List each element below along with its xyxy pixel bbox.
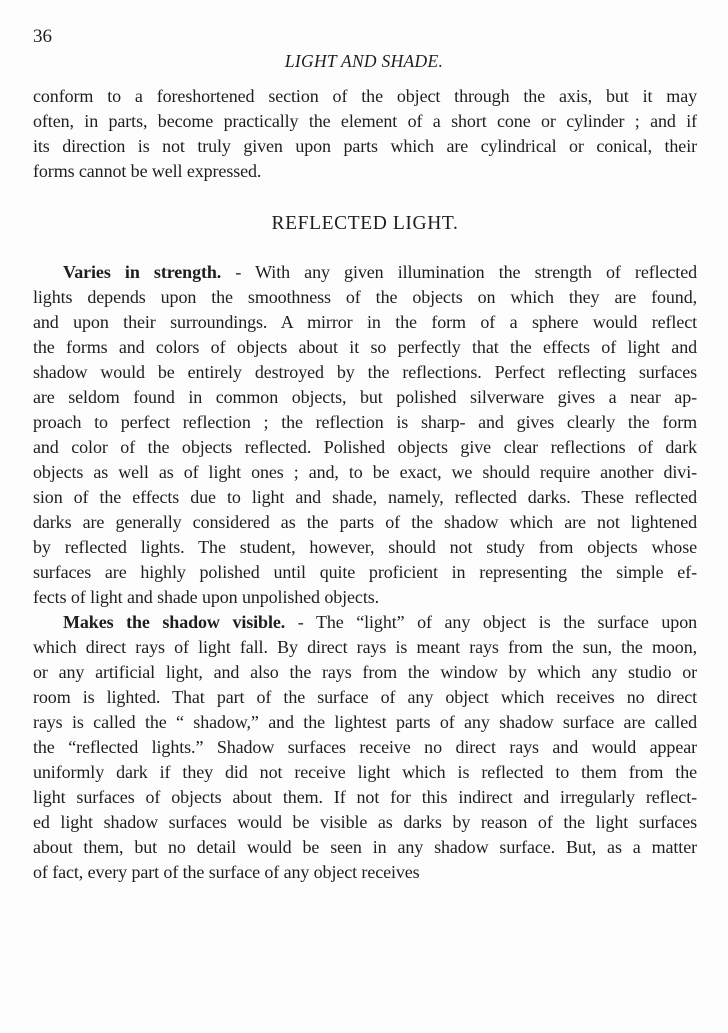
body-text xyxy=(33,84,697,885)
text-line xyxy=(33,610,697,635)
text-line: by reflected lights. The student, however, should not study from objects whose xyxy=(33,537,697,557)
text-line: shadow would be entirely destroyed by the reflections. Perfect reflecting surfaces xyxy=(33,362,697,382)
text-line: or any artificial light, and also the rays from the window by which any studio or xyxy=(33,662,697,682)
paragraph-varies-in-strength xyxy=(33,260,697,610)
paragraph-lead-rest: - The “light” of any object is the surface upon xyxy=(285,612,697,632)
paragraph-lead-rest: - With any given illumination the strength of reflected xyxy=(221,262,697,282)
running-header: LIGHT AND SHADE. xyxy=(284,51,444,71)
text-line: proach to perfect reflection ; the reflection is sharp- and gives clearly the form xyxy=(33,412,697,432)
text-line: uniformly dark if they did not receive light which is reflected to them from the xyxy=(33,762,697,782)
text-line: light surfaces of objects about them. If not for this indirect and irregularly reflect- xyxy=(33,787,697,807)
text-line: of fact, every part of the surface of any object receives xyxy=(33,862,420,882)
paragraph-makes-shadow-visible xyxy=(33,610,697,885)
text-line: about them, but no detail would be seen in any shadow surface. But, as a matter xyxy=(33,837,697,857)
text-line xyxy=(33,260,697,285)
text-line: objects as well as of light ones ; and, to be exact, we should require another divi- xyxy=(33,462,697,482)
page-number: 36 xyxy=(33,26,52,47)
text-line: which direct rays of light fall. By direct rays is meant rays from the sun, the moon, xyxy=(33,637,697,657)
text-line: its direction is not truly given upon parts which are cylindrical or conical, their xyxy=(33,136,697,156)
text-line: fects of light and shade upon unpolished objects. xyxy=(33,587,380,607)
text-line: the forms and colors of objects about it so perfectly that the effects of light and xyxy=(33,337,697,357)
text-line: sion of the effects due to light and shade, namely, reflected darks. These reflected xyxy=(33,487,697,507)
text-line: ed light shadow surfaces would be visible as darks by reason of the light surfaces xyxy=(33,812,697,832)
text-line: room is lighted. That part of the surface of any object which receives no direct xyxy=(33,687,697,707)
text-line: and upon their surroundings. A mirror in the form of a sphere would reflect xyxy=(33,312,697,332)
text-line: conform to a foreshortened section of the object through the axis, but it may xyxy=(33,86,697,106)
text-line: lights depends upon the smoothness of the objects on which they are found, xyxy=(33,287,697,307)
text-line: darks are generally considered as the parts of the shadow which are not lightened xyxy=(33,512,697,532)
text-line: and color of the objects reflected. Polished objects give clear reflections of dark xyxy=(33,437,697,457)
text-line: surfaces are highly polished until quite proficient in representing the simple ef- xyxy=(33,562,697,582)
text-line: rays is called the “ shadow,” and the lightest parts of any shadow surface are called xyxy=(33,712,697,732)
text-line: the “reflected lights.” Shadow surfaces receive no direct rays and would appear xyxy=(33,737,697,757)
paragraph-intro xyxy=(33,84,697,184)
section-heading: REFLECTED LIGHT. xyxy=(271,213,459,234)
paragraph-lead: Makes the shadow visible. xyxy=(63,612,286,632)
text-line: are seldom found in common objects, but polished silverware gives a near ap- xyxy=(33,387,697,407)
text-line: forms cannot be well expressed. xyxy=(33,161,262,181)
paragraph-lead: Varies in strength. xyxy=(63,262,222,282)
text-line: often, in parts, become practically the element of a short cone or cylinder ; and if xyxy=(33,111,697,131)
